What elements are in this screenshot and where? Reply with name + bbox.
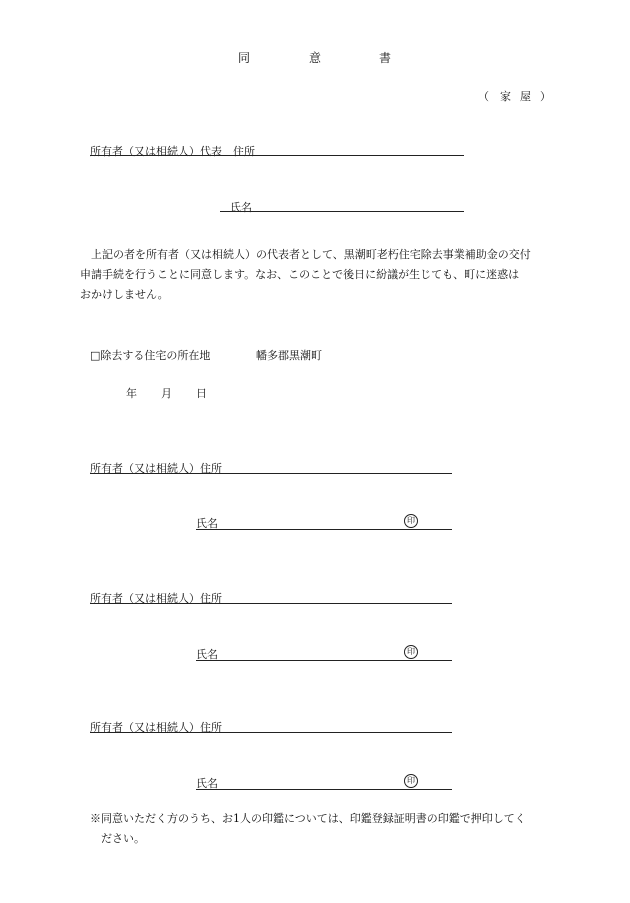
representative-address-label: 所有者（又は相続人）代表 住所 — [90, 145, 255, 158]
owner-3-name-line — [196, 789, 452, 790]
date-year: 年 — [126, 387, 137, 400]
subtitle-char-1: 家 — [500, 90, 511, 103]
owner-1-name-line — [196, 529, 452, 530]
owner-2-name-label: 氏名 — [196, 648, 218, 661]
footnote-line-2: ださい。 — [101, 832, 145, 845]
owner-3-seal-icon: 印 — [404, 774, 418, 788]
title-char-3: 書 — [379, 51, 392, 65]
representative-name-line — [220, 211, 464, 212]
footnote-line-1: ※同意いただく方のうち、お1人の印鑑については、印鑑登録証明書の印鑑で押印してく — [90, 812, 526, 825]
date-month: 月 — [161, 387, 172, 400]
owner-3-address-line — [90, 732, 452, 733]
owner-3-name-label: 氏名 — [196, 777, 218, 790]
consent-line-3: おかけしません。 — [80, 288, 169, 301]
title-char-2: 意 — [309, 51, 322, 65]
owner-2-address-label: 所有者（又は相続人）住所 — [90, 592, 222, 605]
footnote — [90, 809, 560, 849]
owner-2-seal-icon: 印 — [404, 645, 418, 659]
title-char-1: 同 — [238, 51, 251, 65]
date-day: 日 — [196, 387, 207, 400]
representative-name-label: 氏名 — [230, 201, 252, 214]
location-label: □除去する住宅の所在地 — [90, 349, 211, 362]
consent-paragraph — [80, 245, 560, 305]
subtitle-open-paren: （ — [478, 90, 489, 103]
owner-1-name-label: 氏名 — [196, 517, 218, 530]
subtitle-close-paren: ） — [540, 90, 551, 103]
consent-line-1: 上記の者を所有者（又は相続人）の代表者として、黒潮町老朽住宅除去事業補助金の交付 — [91, 248, 531, 261]
representative-address-line — [90, 155, 464, 156]
owner-2-address-line — [90, 603, 452, 604]
consent-line-2: 申請手続を行うことに同意します。なお、このことで後日に紛議が生じても、町に迷惑は — [80, 268, 520, 281]
owner-1-address-line — [90, 473, 452, 474]
subtitle-char-2: 屋 — [520, 90, 531, 103]
owner-2-name-line — [196, 660, 452, 661]
location-value: 幡多郡黒潮町 — [256, 349, 322, 362]
owner-1-seal-icon: 印 — [404, 514, 418, 528]
owner-1-address-label: 所有者（又は相続人）住所 — [90, 462, 222, 475]
owner-3-address-label: 所有者（又は相続人）住所 — [90, 721, 222, 734]
